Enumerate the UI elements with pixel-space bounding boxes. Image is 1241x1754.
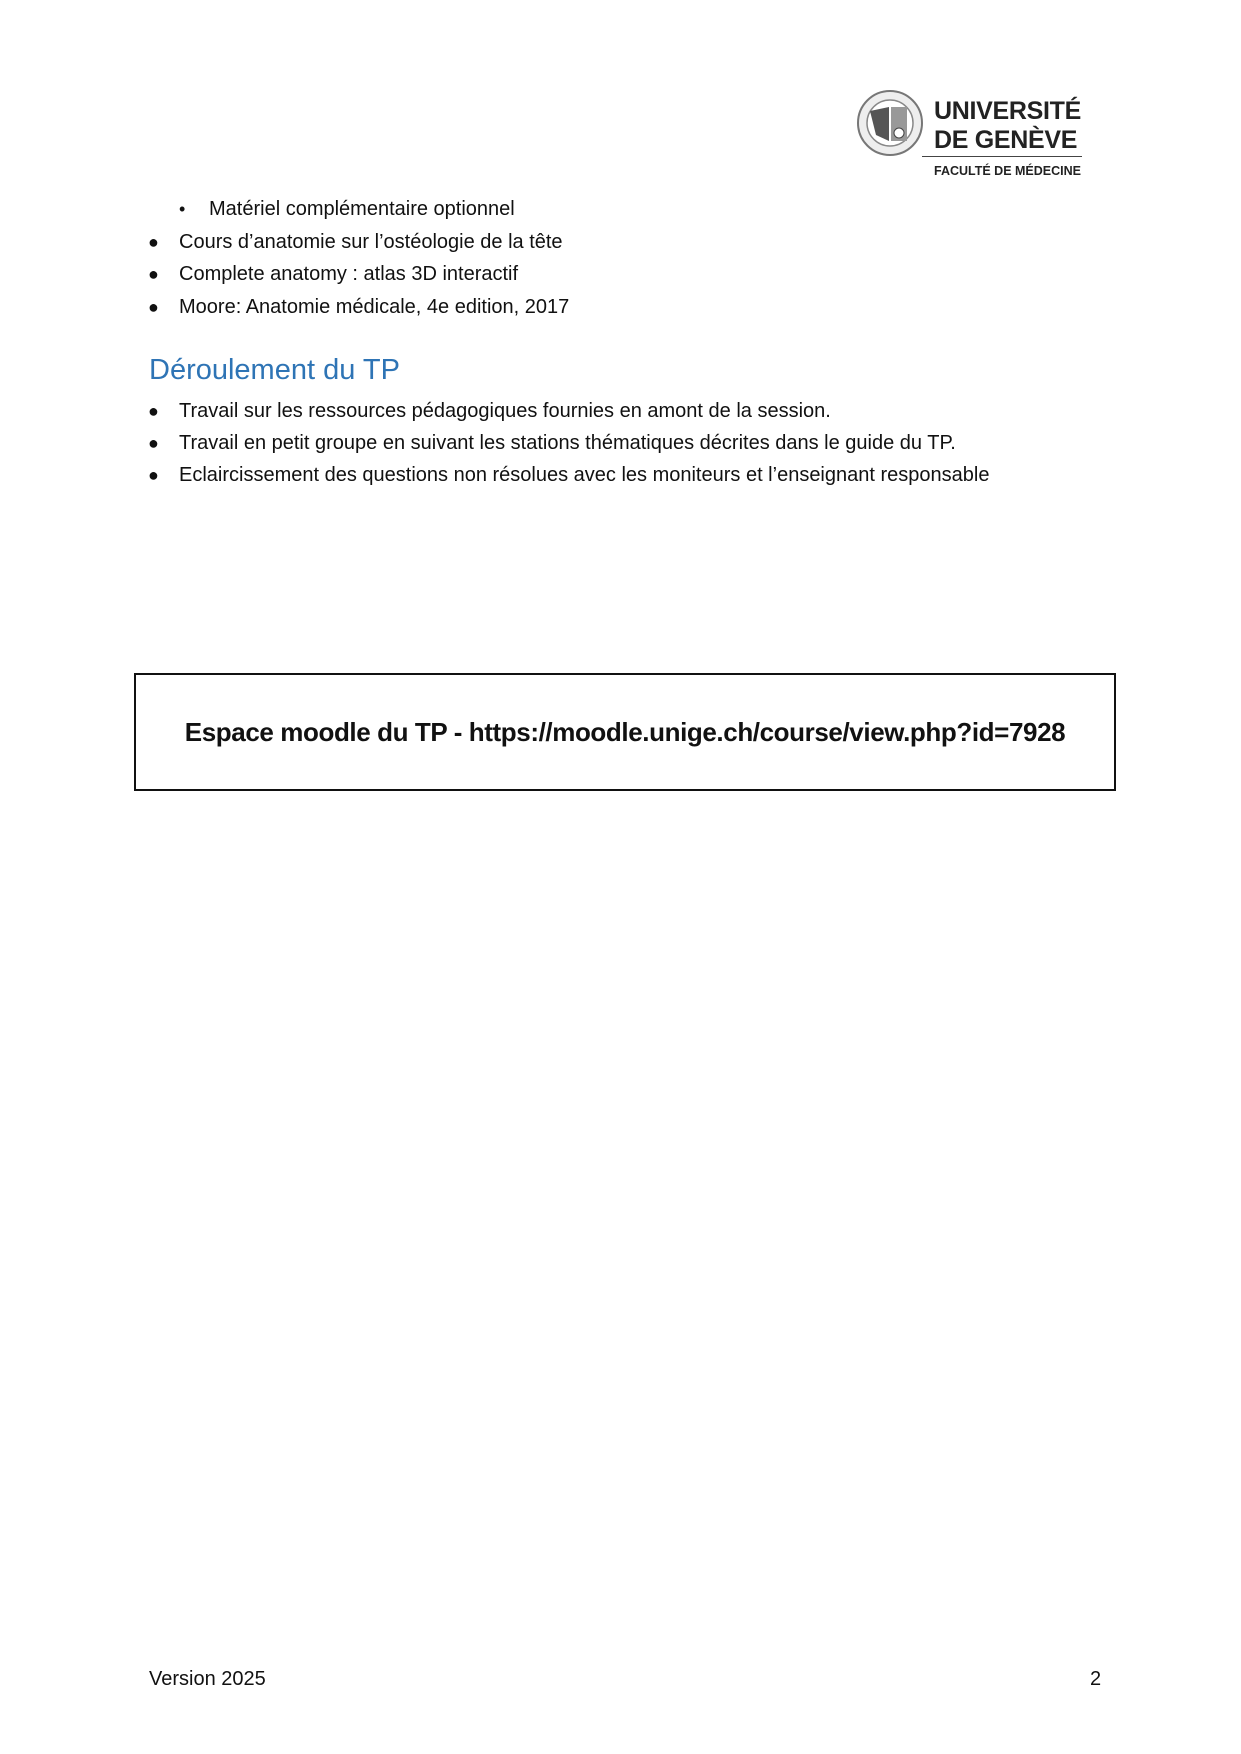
footer-version: Version 2025 xyxy=(149,1668,266,1690)
logo-wordmark: UNIVERSITÉ DE GENÈVE xyxy=(934,97,1082,154)
logo-faculty: FACULTÉ DE MÉDECINE xyxy=(934,164,1081,178)
list-item: Travail en petit groupe en suivant les stations thématiques décrites dans le guide du TP. xyxy=(179,432,956,454)
university-seal-icon xyxy=(856,89,924,157)
bullet-icon: ● xyxy=(148,465,159,485)
list-item: Cours d’anatomie sur l’ostéologie de la tête xyxy=(179,231,563,253)
page-number: 2 xyxy=(1090,1668,1102,1690)
list-item: Travail sur les ressources pédagogiques fournies en amont de la session. xyxy=(179,400,831,422)
bullet-icon: ● xyxy=(148,401,159,421)
list-item: Complete anatomy : atlas 3D interactif xyxy=(179,263,519,285)
bullet-icon: ● xyxy=(148,232,159,252)
list-item: Eclaircissement des questions non résolues avec les moniteurs et l’enseignant responsable xyxy=(179,464,990,486)
section-heading: Déroulement du TP xyxy=(149,354,400,386)
bullet-icon: ● xyxy=(148,264,159,284)
logo-divider xyxy=(922,156,1082,157)
bullet-icon: • xyxy=(179,199,186,219)
bullet-icon: ● xyxy=(148,433,159,453)
bullet-icon: ● xyxy=(148,297,159,317)
list-item: Moore: Anatomie médicale, 4e edition, 2017 xyxy=(179,296,570,318)
moodle-link[interactable]: Espace moodle du TP - https://moodle.unige.ch/course/view.php?id=7928 xyxy=(184,717,1066,747)
moodle-box xyxy=(134,673,1116,791)
list-item: Matériel complémentaire optionnel xyxy=(209,198,515,220)
